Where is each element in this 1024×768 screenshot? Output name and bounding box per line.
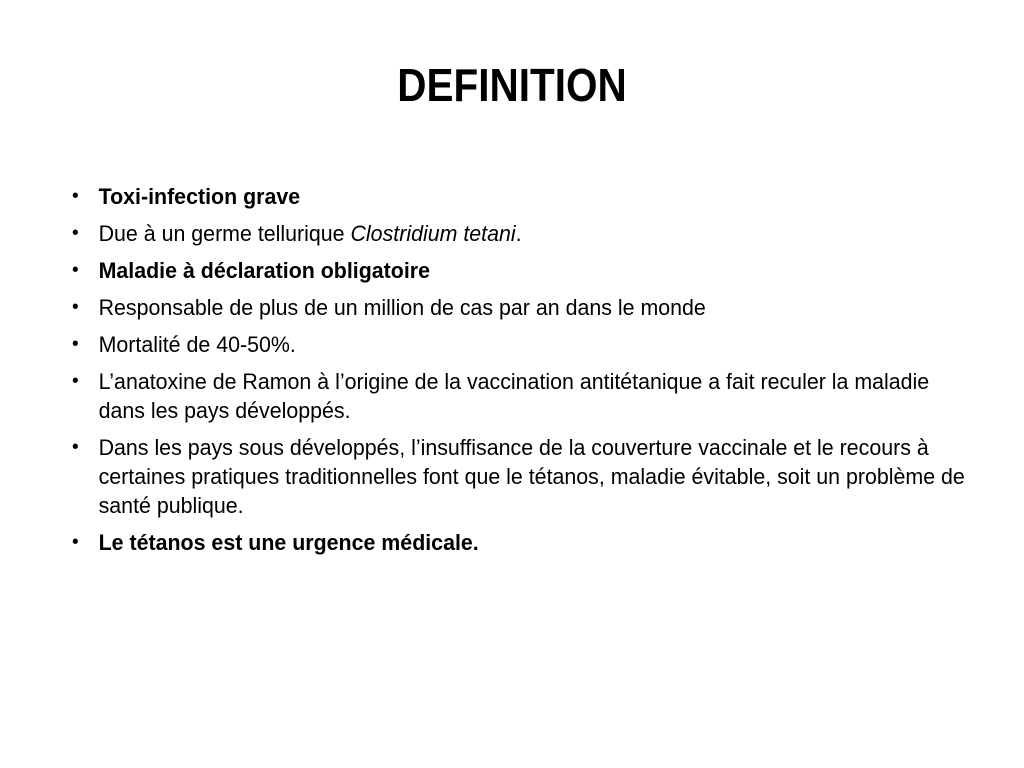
bullet-item [72, 256, 973, 285]
bullet-text: Due à un germe tellurique [98, 221, 351, 246]
bullet-text: Le tétanos est une urgence médicale. [98, 530, 479, 555]
bullet-item [72, 182, 973, 211]
bullet-icon: • [72, 370, 79, 392]
bullet-icon: • [72, 296, 79, 318]
bullet-text: Dans les pays sous développés, l’insuffisance de la couverture vaccinale et le recours à certaines pratiques traditionnelles font que le tétanos, maladie évitable, soit un problème de santé publique. [98, 435, 965, 518]
bullet-icon: • [72, 185, 79, 207]
species-name: Clostridium tetani [350, 221, 516, 246]
bullet-icon: • [72, 531, 79, 553]
bullet-item [72, 528, 973, 557]
bullet-item [72, 433, 973, 520]
bullet-text: Maladie à déclaration obligatoire [98, 258, 431, 283]
bullet-item [72, 219, 973, 248]
bullet-list [72, 182, 972, 565]
bullet-icon: • [72, 436, 79, 458]
bullet-text: Toxi-infection grave [98, 184, 301, 209]
bullet-text: . [515, 221, 522, 246]
bullet-text: Mortalité de 40-50%. [98, 332, 296, 357]
bullet-item [72, 293, 973, 322]
bullet-item [72, 367, 973, 425]
bullet-icon: • [72, 259, 79, 281]
bullet-text: L’anatoxine de Ramon à l’origine de la vaccination antitétanique a fait reculer la maladie dans les pays développés. [98, 369, 930, 423]
bullet-icon: • [72, 222, 79, 244]
slide-title: DEFINITION [397, 59, 627, 111]
bullet-text: Responsable de plus de un million de cas par an dans le monde [98, 295, 706, 320]
bullet-icon: • [72, 333, 79, 355]
bullet-item [72, 330, 973, 359]
